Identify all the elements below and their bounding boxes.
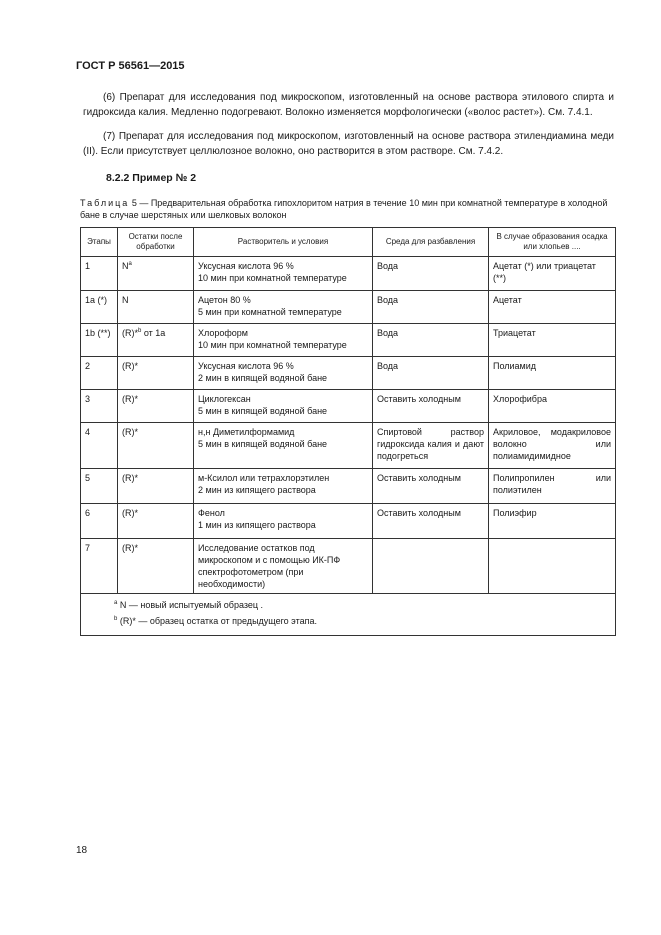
cell-stage: 5 [81,469,118,504]
cell-medium: Вода [373,357,489,390]
cell-medium: Оставить холодным [373,469,489,504]
cell-result: Ацетат [489,291,616,324]
document-header: ГОСТ Р 56561—2015 [76,60,185,72]
table-header-row [81,228,616,257]
table-row [81,357,616,390]
cell-medium [373,539,489,594]
cell-result: Полиамид [489,357,616,390]
cell-residue: N [118,291,194,324]
table-row [81,469,616,504]
cell-solvent: м-Ксилол или тетрахлорэтилен 2 мин из кипящего раствора [194,469,373,504]
cell-residue: (R)* [118,504,194,539]
cell-residue: (R)* [118,390,194,423]
cell-solvent: Уксусная кислота 96 % 2 мин в кипящей водяной бане [194,357,373,390]
col-header-medium: Среда для разбавления [373,228,489,257]
table-row [81,291,616,324]
cell-solvent: Уксусная кислота 96 % 10 мин при комнатной температуре [194,257,373,291]
table-caption-text: 5 — Предварительная обработка гипохлоритом натрия в течение 10 мин при комнатной температуре в холодной бане в случае шерстяных или шелковых волокон [80,198,608,220]
page-number: 18 [76,845,88,856]
cell-medium: Оставить холодным [373,504,489,539]
cell-solvent: Исследование остатков под микроскопом и с помощью ИК-ПФ спектрофотометром (при необходимости) [194,539,373,594]
cell-result: Акриловое, модакриловое волокно или полиамидимидное [489,423,616,469]
table-row [81,324,616,357]
cell-residue: (R)* [118,423,194,469]
cell-result: Полиэфир [489,504,616,539]
table-row [81,539,616,594]
cell-stage: 1 [81,257,118,291]
cell-result: Хлорофибра [489,390,616,423]
paragraph-7: (7) Препарат для исследования под микроскопом, изготовленный на основе раствора этилендиамина меди (II). Если присутствует целлюлозное волокно, оно растворится в этом растворе. См. 7.4.2. [83,131,614,157]
table-5 [80,227,616,636]
cell-result: Триацетат [489,324,616,357]
table-notes [81,594,616,636]
cell-stage: 7 [81,539,118,594]
cell-medium: Вода [373,291,489,324]
section-heading: 8.2.2 Пример № 2 [106,172,197,184]
cell-residue: $N^a$ [118,257,194,291]
cell-solvent: н,н Диметилформамид 5 мин в кипящей водяной бане [194,423,373,469]
col-header-solvent: Растворитель и условия [194,228,373,257]
col-header-stage: Этапы [81,228,118,257]
cell-stage: 2 [81,357,118,390]
cell-medium: Спиртовой раствор гидроксида калия и дают подогреться [373,423,489,469]
col-header-residue: Остатки после обработки [118,228,194,257]
table-footnote: $^a$ N — новый испытуемый образец . [114,600,264,610]
paragraph-6: (6) Препарат для исследования под микроскопом, изготовленный на основе раствора этилового спирта и гидроксида калия. Медленно подогревают. Волокно изменяется морфологически («волос растет»). См. 7.4.1. [83,92,614,118]
cell-residue: (R)* [118,539,194,594]
table-footnote: $^b$ (R)* — образец остатка от предыдущего этапа. [114,616,317,626]
cell-solvent: Циклогексан 5 мин в кипящей водяной бане [194,390,373,423]
table-row [81,423,616,469]
cell-medium: Оставить холодным [373,390,489,423]
cell-residue: (R)*$^b$ от 1a [118,324,194,357]
table-notes-row [81,594,616,636]
cell-solvent: Хлороформ 10 мин при комнатной температуре [194,324,373,357]
cell-stage: 1b (**) [81,324,118,357]
cell-residue: (R)* [118,357,194,390]
cell-result [489,539,616,594]
table-row [81,257,616,291]
cell-residue: (R)* [118,469,194,504]
cell-stage: 1a (*) [81,291,118,324]
cell-stage: 3 [81,390,118,423]
table-caption-label: Таблица [80,198,130,208]
cell-medium: Вода [373,324,489,357]
cell-stage: 6 [81,504,118,539]
table-row [81,390,616,423]
col-header-result: В случае образования осадка или хлопьев .... [489,228,616,257]
table-caption [80,197,616,221]
cell-solvent: Фенол 1 мин из кипящего раствора [194,504,373,539]
cell-medium: Вода [373,257,489,291]
table-row [81,504,616,539]
cell-stage: 4 [81,423,118,469]
cell-result: Ацетат (*) или триацетат (**) [489,257,616,291]
cell-result: Полипропилен или полиэтилен [489,469,616,504]
cell-solvent: Ацетон 80 % 5 мин при комнатной температуре [194,291,373,324]
